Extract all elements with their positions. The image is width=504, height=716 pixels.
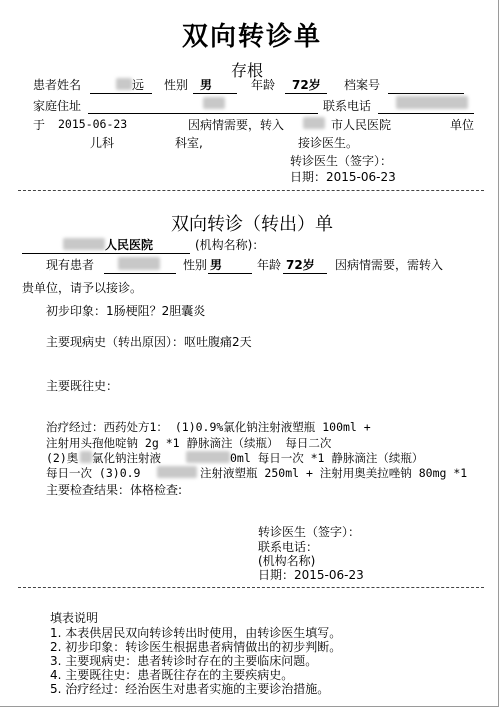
treatment-line-2: 注射用头孢他啶钠 2g *1 静脉滴注（续瓶） 每日二次 bbox=[46, 436, 332, 450]
referral-date-line: 日期：2015-06-23 bbox=[258, 568, 364, 582]
notes-item: 2. 初步印象：转诊医生根据患者病情做出的初步判断。 bbox=[50, 640, 342, 654]
referral-contact: 联系电话： bbox=[258, 540, 319, 554]
notes-item: 1. 本表供居民双向转诊转出时使用，由转诊医生填写。 bbox=[50, 626, 342, 640]
redacted-drug-1 bbox=[80, 451, 92, 463]
diagnosis: 初步印象：1肠梗阻？2胆囊炎 bbox=[46, 304, 206, 318]
stub-contact-label: 联系电话 bbox=[323, 99, 372, 113]
treatment-line-3c: 0ml 每日一次 *1 静脉滴注（续瓶） bbox=[230, 451, 424, 465]
referral-doctor-sign: 转诊医生（签字）： bbox=[258, 525, 361, 539]
redacted-patient bbox=[118, 257, 160, 270]
referral-reason: 因病情需要，需转入 bbox=[335, 258, 444, 272]
redacted-phone bbox=[396, 96, 468, 109]
notes-item: 4. 主要既往史：患者既往存在的主要疾病史。 bbox=[50, 668, 294, 682]
stub-patient-name-label: 患者姓名 bbox=[33, 78, 82, 92]
redacted-address bbox=[203, 97, 225, 109]
stub-sex: 男 bbox=[200, 78, 213, 92]
stub-address-label: 家庭住址 bbox=[33, 99, 82, 113]
redacted-city bbox=[303, 117, 325, 129]
stub-age-label: 年龄 bbox=[251, 78, 276, 92]
treatment-line-3b: 氯化钠注射液 bbox=[92, 451, 161, 465]
stub-patient-name: 远 bbox=[132, 78, 145, 92]
referral-hospital: 人民医院 bbox=[105, 238, 154, 252]
notes-heading: 填表说明 bbox=[50, 611, 99, 625]
stub-unit-label: 单位 bbox=[450, 118, 475, 132]
stub-record-label: 档案号 bbox=[344, 78, 381, 92]
referral-heading: 双向转诊（转出）单 bbox=[171, 214, 333, 235]
form-title: 双向转诊单 bbox=[181, 22, 322, 52]
referral-sex: 男 bbox=[210, 258, 223, 272]
stub-heading: 存根 bbox=[231, 61, 264, 80]
cut-line-1 bbox=[18, 190, 484, 191]
past-history: 主要既往史： bbox=[46, 379, 119, 393]
redacted-drug-2 bbox=[186, 451, 230, 463]
redacted-hospital bbox=[63, 238, 105, 250]
stub-doctor-sign: 转诊医生（签字）： bbox=[290, 154, 393, 168]
treatment-line-3a: (2)奥 bbox=[46, 451, 79, 465]
stub-age: 72岁 bbox=[292, 78, 321, 92]
stub-sex-label: 性别 bbox=[164, 78, 189, 92]
stub-hospital: 市人民医院 bbox=[331, 118, 392, 132]
stub-date-line: 日期：2015-06-23 bbox=[290, 170, 396, 184]
treatment-line-4a: 每日一次 (3)0.9 bbox=[46, 466, 141, 480]
stub-receive: 接诊医生。 bbox=[298, 136, 359, 150]
treatment-line-1: 治疗经过：西药处方1： (1)0.9%氯化钠注射液塑瓶 100ml + bbox=[46, 420, 371, 434]
notes-item: 5. 治疗经过：经治医生对患者实施的主要诊治措施。 bbox=[50, 682, 330, 696]
notes-item: 3. 主要现病史：患者转诊时存在的主要临床问题。 bbox=[50, 654, 318, 668]
referral-age-label: 年龄 bbox=[257, 258, 282, 272]
redacted-drug-3 bbox=[157, 466, 197, 478]
cut-line-2 bbox=[18, 587, 484, 588]
referral-sex-label: 性别 bbox=[183, 258, 208, 272]
referral-org: (机构名称) bbox=[258, 554, 316, 568]
exam-results: 主要检查结果：体格检查: bbox=[46, 483, 183, 497]
referral-unit-line: 贵单位，请予以接诊。 bbox=[22, 281, 143, 295]
referral-age: 72岁 bbox=[286, 258, 315, 272]
stub-room-label: 科室, bbox=[175, 136, 203, 150]
stub-date: 2015-06-23 bbox=[58, 117, 128, 131]
treatment-line-4b: 注射液塑瓶 250ml + 注射用奥美拉唑钠 80mg *1 bbox=[200, 466, 468, 480]
referral-org-label: (机构名称)： bbox=[195, 238, 265, 252]
stub-to-label: 于 bbox=[33, 118, 46, 132]
redacted-name bbox=[116, 78, 132, 90]
stub-reason: 因病情需要，转入 bbox=[188, 118, 285, 132]
referral-patient-label: 现有患者 bbox=[46, 258, 95, 272]
present-history: 主要现病史（转出原因）：呕吐腹痛2天 bbox=[46, 335, 252, 349]
stub-dept: 儿科 bbox=[90, 136, 115, 150]
